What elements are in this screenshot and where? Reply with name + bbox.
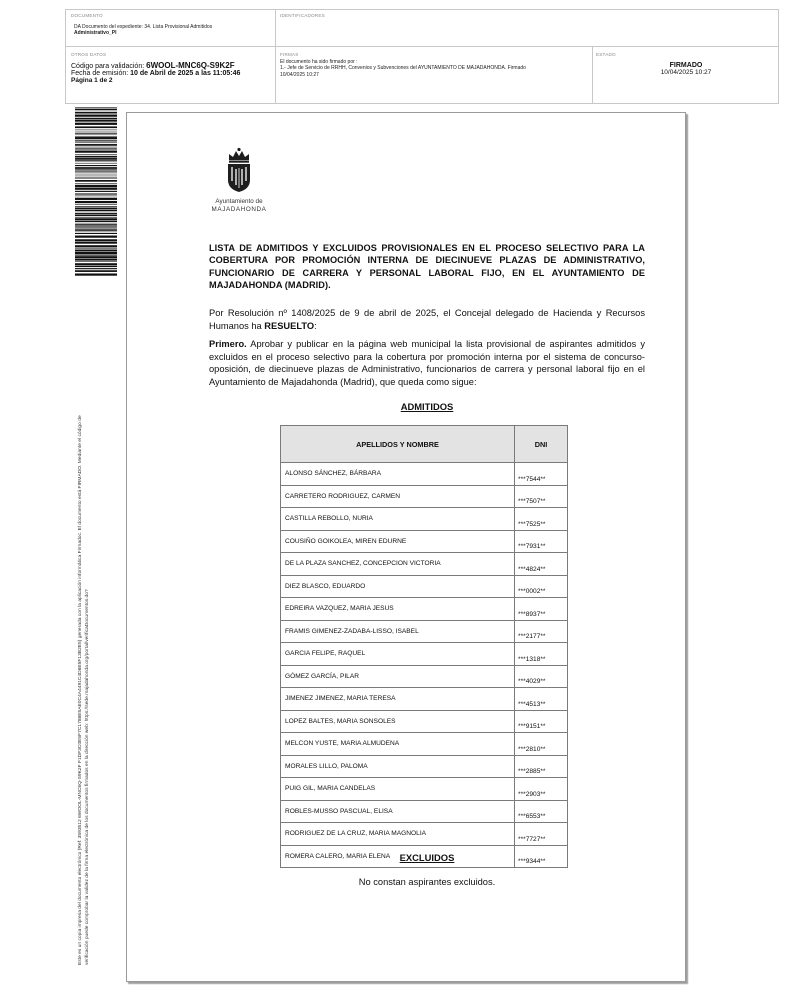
applicant-dni: ***2903** — [515, 778, 568, 801]
table-row — [281, 778, 568, 801]
applicant-dni: ***9151** — [515, 710, 568, 733]
document-metadata-box — [65, 9, 779, 104]
table-row — [281, 553, 568, 576]
documento-caption: DOCUMENTO — [71, 13, 103, 18]
document-title: LISTA DE ADMITIDOS Y EXCLUIDOS PROVISIONALES EN EL PROCESO SELECTIVO PARA LA COBERTURA POR PROMOCIÓN INTERNA DE DIECINUEVE PLAZAS DE ADMINISTRATIVO, FUNCIONARIO DE CARRERA Y PERSONAL LABORAL FIJO, EN EL AYUNTAMIENTO DE MAJADAHONDA (MADRID). — [209, 243, 645, 291]
table-row — [281, 508, 568, 531]
applicant-dni: ***7931** — [515, 530, 568, 553]
table-row — [281, 800, 568, 823]
primero-paragraph — [209, 338, 645, 388]
resolution-bold: RESUELTO — [264, 320, 315, 331]
otros-datos-caption: OTROS DATOS — [71, 52, 107, 57]
applicant-dni: ***6553** — [515, 800, 568, 823]
validation-code-label: Código para validación: — [71, 63, 145, 70]
estado-cell — [596, 52, 776, 76]
column-header-dni: DNI — [515, 426, 568, 463]
applicant-name: ROMERA CALERO, MARIA ELENA — [281, 845, 515, 868]
applicant-dni: ***8937** — [515, 598, 568, 621]
applicant-name: ROBLES-MUSSO PASCUAL, ELISA — [281, 800, 515, 823]
applicant-name: PUIG GIL, MARIA CANDELAS — [281, 778, 515, 801]
applicant-dni: ***7727** — [515, 823, 568, 846]
otros-datos-cell — [71, 52, 276, 84]
applicant-name: LOPEZ BALTES, MARIA SONSOLES — [281, 710, 515, 733]
identificadores-caption: IDENTIFICADORES — [280, 13, 325, 18]
municipal-logo — [204, 147, 274, 217]
applicant-dni: ***7507** — [515, 485, 568, 508]
table-row — [281, 710, 568, 733]
firmas-line3: 10/04/2025 10:27 — [280, 71, 319, 78]
applicant-name: DIEZ BLASCO, EDUARDO — [281, 575, 515, 598]
applicant-name: FRAMIS GIMENEZ-ZADABA-LISSO, ISABEL — [281, 620, 515, 643]
documento-value-line1: DA Documento del expediente: 34. Lista Provisional Admitidos — [74, 24, 213, 30]
status-badge: FIRMADO — [669, 62, 703, 69]
table-row — [281, 823, 568, 846]
applicant-dni: ***7544** — [515, 463, 568, 486]
logo-line1: Ayuntamiento de — [215, 198, 263, 205]
applicant-dni: ***2177** — [515, 620, 568, 643]
applicant-name: MELCON YUSTE, MARIA ALMUDENA — [281, 733, 515, 756]
applicant-name: DE LA PLAZA SANCHEZ, CONCEPCION VICTORIA — [281, 553, 515, 576]
verification-side-note — [78, 305, 91, 965]
status-date: 10/04/2025 10:27 — [660, 69, 712, 76]
column-header-name: APELLIDOS Y NOMBRE — [281, 426, 515, 463]
side-note-line2: verificación puede comprobar la validez de la firma electrónica de los documentos firmados en la dirección web: https://sede.majadahonda.org/portal/verificaDocumentos.do? — [84, 589, 90, 965]
estado-caption: ESTADO — [596, 52, 616, 57]
applicant-name: GARCIA FELIPE, RAQUEL — [281, 643, 515, 666]
table-row — [281, 665, 568, 688]
table-row — [281, 463, 568, 486]
resolution-text: Por Resolución nº 1408/2025 de 9 de abril de 2025, el Concejal delegado de Hacienda y Recursos Humanos ha — [209, 308, 645, 331]
firmas-caption: FIRMAS — [280, 52, 299, 57]
table-row — [281, 620, 568, 643]
applicant-dni: ***4824** — [515, 553, 568, 576]
excluidos-heading: EXCLUIDOS — [399, 852, 455, 863]
applicant-dni: ***4029** — [515, 665, 568, 688]
emission-date — [71, 70, 276, 77]
applicant-dni: ***7525** — [515, 508, 568, 531]
resolution-end: : — [314, 320, 317, 331]
table-row — [281, 688, 568, 711]
applicant-dni: ***2885** — [515, 755, 568, 778]
logo-line2: MAJADAHONDA — [211, 205, 267, 213]
applicant-name: MORALES LILLO, PALOMA — [281, 755, 515, 778]
applicant-name: ALONSO SÁNCHEZ, BÁRBARA — [281, 463, 515, 486]
table-row — [281, 485, 568, 508]
applicant-name: RODRIGUEZ DE LA CRUZ, MARIA MAGNOLIA — [281, 823, 515, 846]
firmas-line1: El documento ha sido firmado por : — [280, 59, 358, 65]
applicant-dni: ***0002** — [515, 575, 568, 598]
table-row — [281, 755, 568, 778]
primero-label: Primero. — [209, 339, 247, 349]
applicant-name: CASTILLA REBOLLO, NURIA — [281, 508, 515, 531]
applicant-dni: ***1318** — [515, 643, 568, 666]
documento-value-line2: Administrativo_PI — [74, 30, 117, 37]
table-row — [281, 733, 568, 756]
applicant-name: JIMENEZ JIMENEZ, MARIA TERESA — [281, 688, 515, 711]
document-page — [126, 112, 686, 982]
table-row — [281, 643, 568, 666]
validation-code-value: 6WOOL-MNC6Q-S9K2F — [146, 61, 235, 70]
firmas-line2: 1.- Jefe de Servicio de RRHH, Convenios y Subvenciones del AYUNTAMIENTO DE MAJADAHONDA. Firmado — [280, 65, 526, 72]
applicant-name: COUSIÑO GOIKOLEA, MIREN EDURNE — [281, 530, 515, 553]
applicant-dni: ***4513** — [515, 688, 568, 711]
emission-date-label: Fecha de emisión: — [71, 70, 129, 77]
identificadores-cell — [280, 13, 580, 18]
applicant-dni: ***2810** — [515, 733, 568, 756]
applicant-name: CARRETERO RODRIGUEZ, CARMEN — [281, 485, 515, 508]
table-row — [281, 530, 568, 553]
table-row — [281, 575, 568, 598]
applicant-dni: ***9344** — [515, 845, 568, 868]
emission-date-value: 10 de Abril de 2025 a las 11:05:46 — [130, 70, 241, 77]
applicant-name: EDREIRA VAZQUEZ, MARIA JESUS — [281, 598, 515, 621]
barcode-icon — [75, 107, 117, 277]
coat-of-arms-icon — [224, 147, 254, 193]
firmas-cell — [280, 52, 592, 78]
excluidos-text: No constan aspirantes excluidos. — [358, 877, 496, 887]
table-header-row — [281, 426, 568, 463]
primero-text: Aprobar y publicar en la página web municipal la lista provisional de aspirantes admitidos y excluidos en el proceso selectivo para la cobertura por promoción interna por el sistema de concurso-oposición, de diecinueve plazas de Administrativo, funcionarios de carrera y personal laboral fijo en el Ayuntamiento de Majadahonda (Madrid), que queda como sigue: — [209, 339, 645, 387]
validation-code — [71, 61, 276, 70]
page-counter: Página 1 de 2 — [71, 77, 113, 84]
table-row — [281, 598, 568, 621]
resolution-paragraph — [209, 307, 645, 332]
applicant-name: GÓMEZ GARCÍA, PILAR — [281, 665, 515, 688]
admitidos-table — [280, 425, 568, 868]
documento-cell — [71, 13, 271, 37]
admitidos-heading: ADMITIDOS — [400, 401, 454, 412]
side-note-line1: Este es un copia impresa del documento electrónico (Ref: 3593512 6WOOL-MNC6Q-S9K2F F1DF3C0E5F7C1788E5AE0C4A4491C4D8E5F13B2E5) generada con la aplicación informática Firmadoc. El documento está FIRMADO. Mediante el código de — [78, 415, 83, 965]
